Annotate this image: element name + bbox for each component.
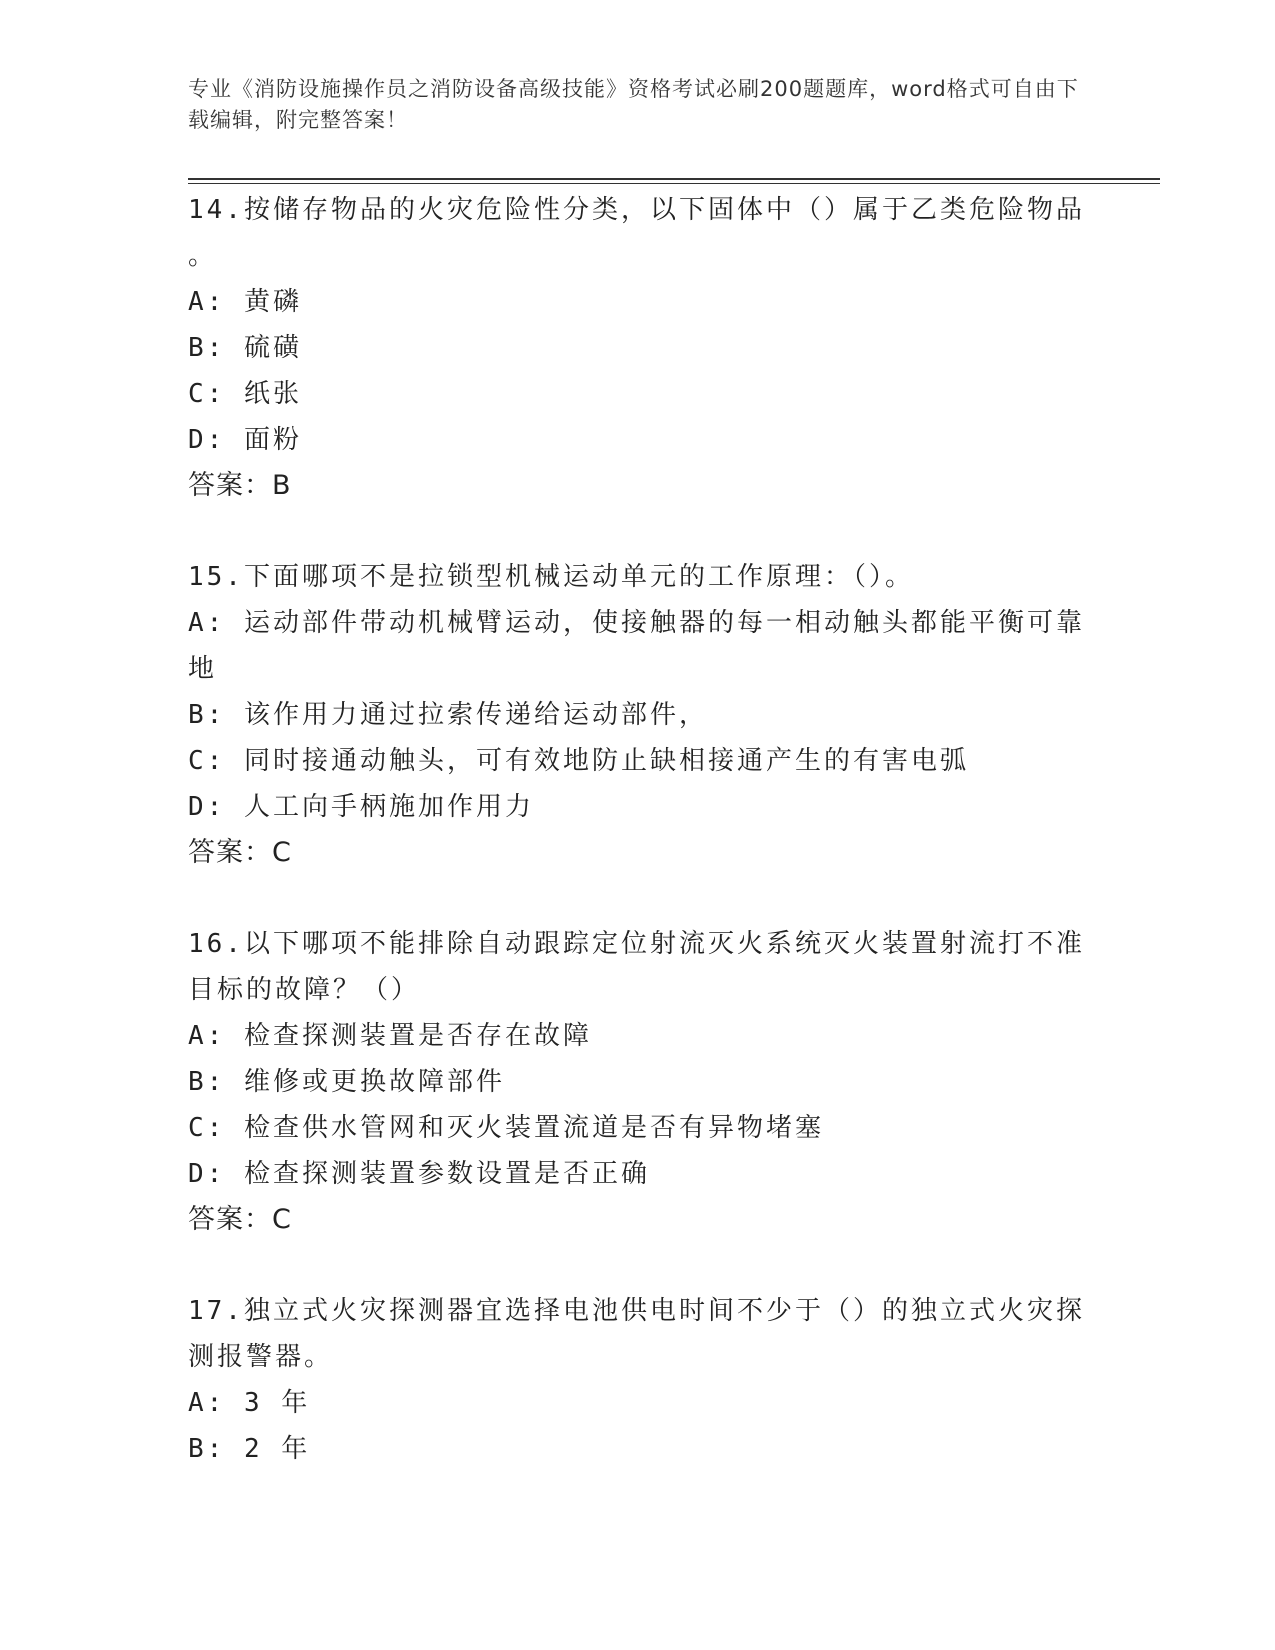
question-stem-continuation: 测报警器。 [188, 1342, 334, 1372]
spacer [188, 509, 1088, 554]
option-c: C: 同时接通动触头，可有效地防止缺相接通产生的有害电弧 [188, 746, 969, 776]
header-divider-thick [188, 178, 1160, 180]
option-c: C: 纸张 [188, 379, 302, 409]
option-a: A: 黄磷 [188, 287, 302, 317]
answer: 答案：C [188, 1204, 292, 1235]
question-16 [188, 921, 1088, 1243]
question-stem: 14.按储存物品的火灾危险性分类，以下固体中（）属于乙类危险物品 [188, 195, 1085, 225]
option-d: D: 面粉 [188, 425, 302, 455]
question-stem: 16.以下哪项不能排除自动跟踪定位射流灭火系统灭火装置射流打不准 [188, 929, 1085, 959]
option-a: A: 检查探测装置是否存在故障 [188, 1021, 592, 1051]
document-header: 专业《消防设施操作员之消防设备高级技能》资格考试必刷200题题库，word格式可自由下载编辑，附完整答案！ [188, 77, 1079, 132]
option-c: C: 检查供水管网和灭火装置流道是否有异物堵塞 [188, 1113, 824, 1143]
option-d: D: 人工向手柄施加作用力 [188, 792, 534, 822]
option-a: A: 运动部件带动机械臂运动，使接触器的每一相动触头都能平衡可靠 [188, 608, 1085, 638]
option-a-continuation: 地 [188, 654, 218, 684]
option-a: A: 3 年 [188, 1388, 311, 1418]
option-b: B: 硫磺 [188, 333, 302, 363]
option-b: B: 2 年 [188, 1434, 311, 1464]
option-b: B: 该作用力通过拉索传递给运动部件， [188, 700, 708, 730]
answer: 答案：B [188, 470, 292, 501]
spacer [188, 1243, 1088, 1288]
answer: 答案：C [188, 837, 292, 868]
question-stem-continuation: 目标的故障？（） [188, 975, 421, 1005]
question-stem: 15.下面哪项不是拉锁型机械运动单元的工作原理：（）。 [188, 562, 914, 592]
option-d: D: 检查探测装置参数设置是否正确 [188, 1159, 650, 1189]
option-b: B: 维修或更换故障部件 [188, 1067, 505, 1097]
header-divider-thin [188, 183, 1160, 184]
spacer [188, 876, 1088, 921]
question-list [188, 187, 1088, 1472]
question-14 [188, 187, 1088, 509]
question-17 [188, 1288, 1088, 1472]
question-15 [188, 554, 1088, 876]
question-stem-continuation: 。 [188, 241, 218, 271]
question-stem: 17.独立式火灾探测器宜选择电池供电时间不少于（）的独立式火灾探 [188, 1296, 1085, 1326]
